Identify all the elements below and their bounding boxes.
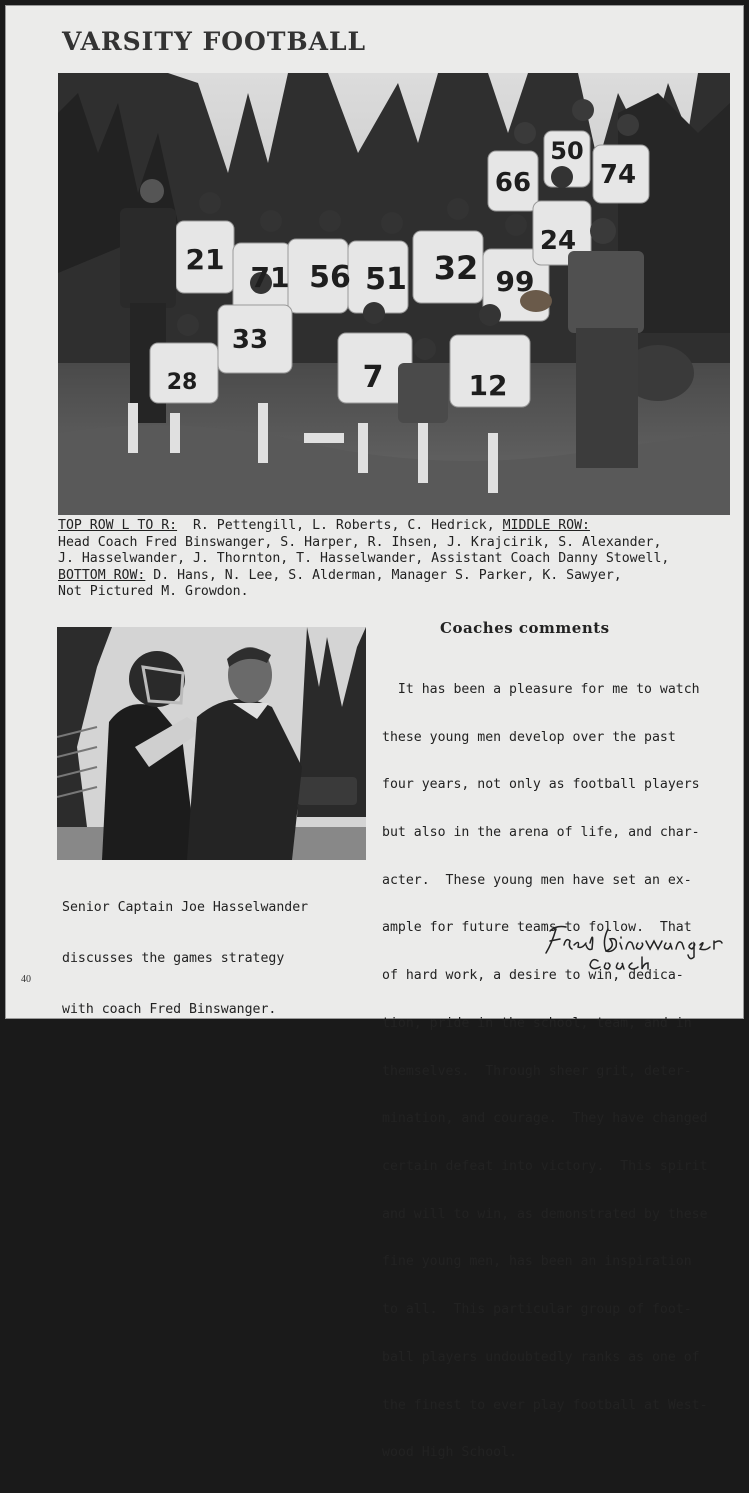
caption-line: Senior Captain Joe Hasselwander bbox=[62, 900, 309, 915]
comment-line: acter. These young men have set an ex- bbox=[382, 872, 692, 888]
bottom-row-names: D. Hans, N. Lee, S. Alderman, Manager S. Parker, K. Sawyer, bbox=[145, 567, 622, 583]
team-photo-caption bbox=[58, 518, 669, 601]
jersey-number: 51 bbox=[365, 262, 407, 297]
comment-line: of hard work, a desire to win, dedica- bbox=[382, 968, 684, 984]
captain-photo bbox=[57, 627, 366, 860]
comment-line: four years, not only as football players bbox=[382, 777, 700, 793]
caption-line: Not Pictured M. Growdon. bbox=[58, 584, 249, 600]
jersey-number: 50 bbox=[550, 137, 584, 165]
caption-line bbox=[58, 568, 669, 585]
bottom-row-label: BOTTOM ROW: bbox=[58, 567, 146, 583]
jersey-number: 99 bbox=[495, 265, 535, 298]
comment-line: certain defeat into victory. This spirit bbox=[382, 1159, 708, 1174]
jersey-number: 32 bbox=[433, 249, 479, 287]
comment-line: ample for future teams to follow. That bbox=[382, 920, 692, 936]
jersey-number: 66 bbox=[494, 168, 532, 198]
comment-line: mination, and courage. They have changed bbox=[382, 1111, 708, 1127]
comment-line: tion, pride in the school, team, and in bbox=[382, 1015, 692, 1031]
comment-line: but also in the arena of life, and char- bbox=[382, 824, 700, 840]
coaches-comments-title: Coaches comments bbox=[440, 619, 610, 637]
comment-line: fine young men, has been an inspiration bbox=[382, 1254, 692, 1270]
jersey-number: 24 bbox=[539, 226, 577, 256]
team-photo-image bbox=[58, 73, 730, 515]
caption-line: with coach Fred Binswanger. bbox=[62, 1002, 277, 1017]
coaches-comments-body bbox=[382, 650, 732, 1493]
comment-line: wood High School. bbox=[382, 1445, 517, 1461]
middle-row-label: MIDDLE ROW: bbox=[502, 518, 590, 533]
top-row-names: R. Pettengill, L. Roberts, C. Hedrick, bbox=[177, 518, 503, 533]
jersey-number: 7 bbox=[362, 360, 384, 395]
yearbook-page bbox=[5, 5, 744, 1461]
comment-line: to all. This particular group of foot- bbox=[382, 1302, 692, 1318]
caption-line bbox=[58, 518, 669, 535]
comment-line: and will to win, as demonstrated by these bbox=[382, 1206, 708, 1222]
jersey-number: 33 bbox=[231, 325, 269, 355]
comment-line: these young men develop over the past bbox=[382, 729, 676, 745]
comment-line: the finest to ever play football at West- bbox=[382, 1397, 708, 1413]
jersey-number: 74 bbox=[599, 160, 637, 190]
top-row-label: TOP ROW L TO R: bbox=[58, 518, 178, 533]
page-number: 40 bbox=[21, 974, 31, 985]
comment-line: ball players undoubtedly ranks as one of bbox=[382, 1349, 700, 1365]
caption-line: J. Hasselwander, J. Thornton, T. Hasselwander, Assistant Coach Danny Stowell, bbox=[58, 551, 670, 567]
team-photo bbox=[58, 73, 730, 515]
jersey-number: 28 bbox=[166, 370, 198, 395]
comment-line: themselves. Through sheer grit, deter- bbox=[382, 1063, 692, 1079]
caption-line: Head Coach Fred Binswanger, S. Harper, R. Ihsen, J. Krajcirik, S. Alexander, bbox=[58, 534, 662, 550]
jersey-number: 71 bbox=[250, 261, 290, 294]
coach-signature bbox=[536, 921, 726, 973]
jersey-number: 12 bbox=[468, 369, 508, 402]
page-title: VARSITY FOOTBALL bbox=[62, 27, 367, 56]
jersey-number: 21 bbox=[185, 243, 225, 276]
jersey-number: 56 bbox=[309, 260, 351, 295]
comment-line: It has been a pleasure for me to watch bbox=[382, 681, 700, 697]
captain-photo-image bbox=[57, 627, 366, 860]
caption-line: discusses the games strategy bbox=[62, 951, 285, 966]
